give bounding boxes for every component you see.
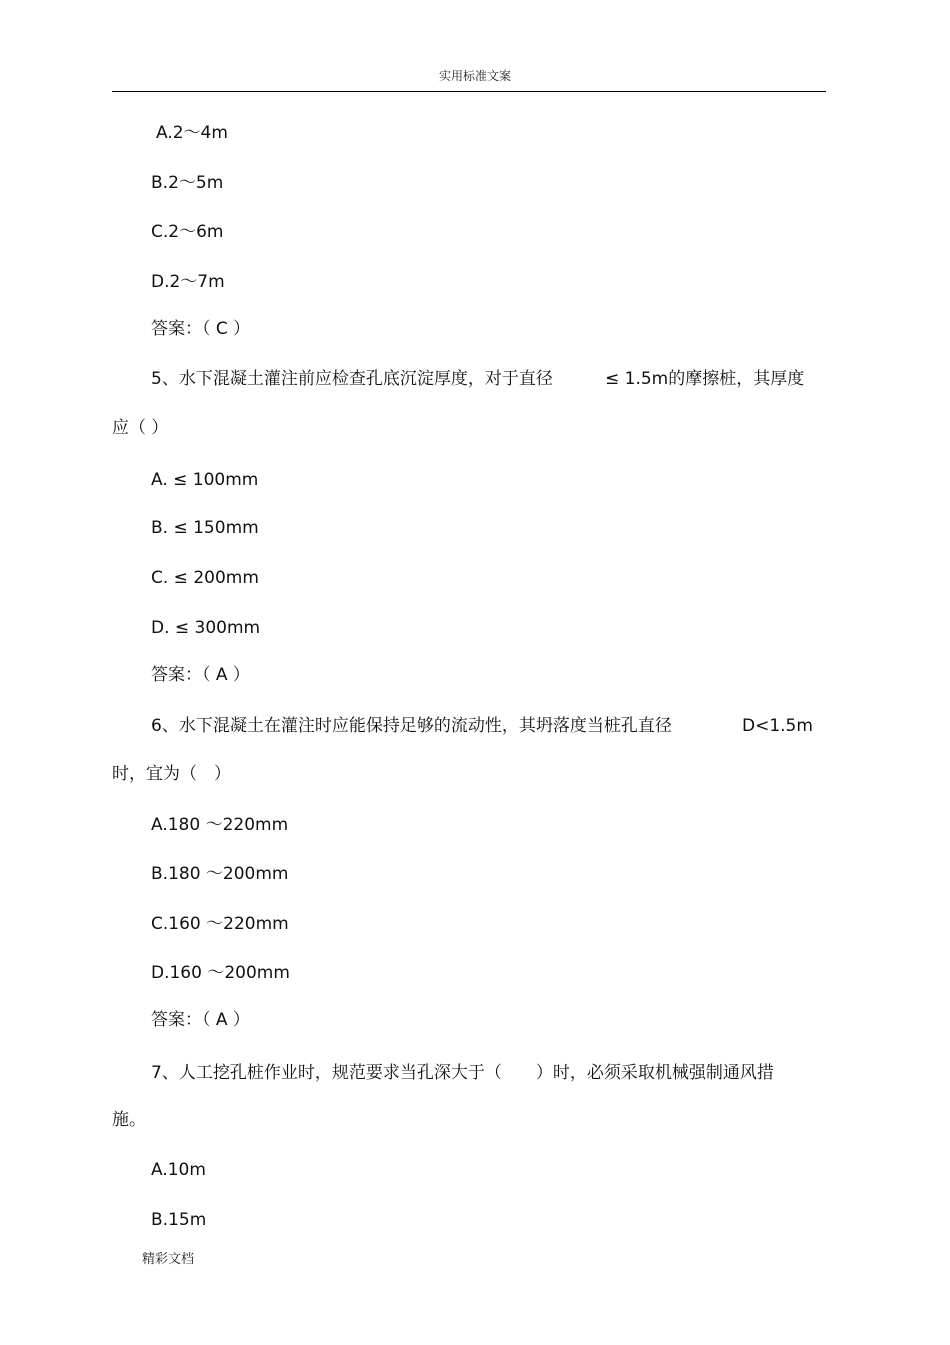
q4-option-a: A.2～4m — [156, 123, 228, 143]
q6-option-d: D.160 ～200mm — [151, 963, 290, 983]
q7-question: 7、人工挖孔桩作业时，规范要求当孔深大于（ ）时，必须采取机械强制通风措 — [151, 1063, 774, 1083]
q4-option-c: C.2～6m — [151, 222, 224, 242]
q5-answer: 答案：（ A ） — [151, 665, 250, 685]
q7-option-a: A.10m — [151, 1160, 206, 1180]
q5-question-cont: 应（ ） — [112, 418, 169, 438]
q5-option-d: D. ≤ 300mm — [151, 618, 261, 638]
q7-question-cont: 施。 — [112, 1110, 146, 1130]
q6-option-b: B.180 ～200mm — [151, 864, 289, 884]
q5-question-part1: 5、水下混凝土灌注前应检查孔底沉淀厚度，对于直径 — [151, 369, 553, 389]
q6-answer: 答案：（ A ） — [151, 1010, 250, 1030]
q5-option-c: C. ≤ 200mm — [151, 568, 259, 588]
page-header-title: 实用标准文案 — [438, 69, 511, 83]
q6-option-c: C.160 ～220mm — [151, 914, 289, 934]
q5-question-part2: ≤ 1.5m的摩擦桩，其厚度 — [605, 369, 805, 389]
q7-option-b: B.15m — [151, 1210, 207, 1230]
header-divider — [112, 91, 826, 92]
q5-option-a: A. ≤ 100mm — [151, 470, 259, 490]
q4-answer: 答案：（ C ） — [151, 319, 251, 339]
q4-option-d: D.2～7m — [151, 272, 225, 292]
q6-question-cont: 时，宜为（ ） — [112, 764, 231, 784]
q6-option-a: A.180 ～220mm — [151, 815, 289, 835]
q6-question-part2: D<1.5m — [742, 716, 813, 736]
q5-option-b: B. ≤ 150mm — [151, 518, 259, 538]
q6-question-part1: 6、水下混凝土在灌注时应能保持足够的流动性，其坍落度当桩孔直径 — [151, 716, 672, 736]
page-footer-label: 精彩文档 — [142, 1252, 195, 1267]
q4-option-b: B.2～5m — [151, 173, 224, 193]
